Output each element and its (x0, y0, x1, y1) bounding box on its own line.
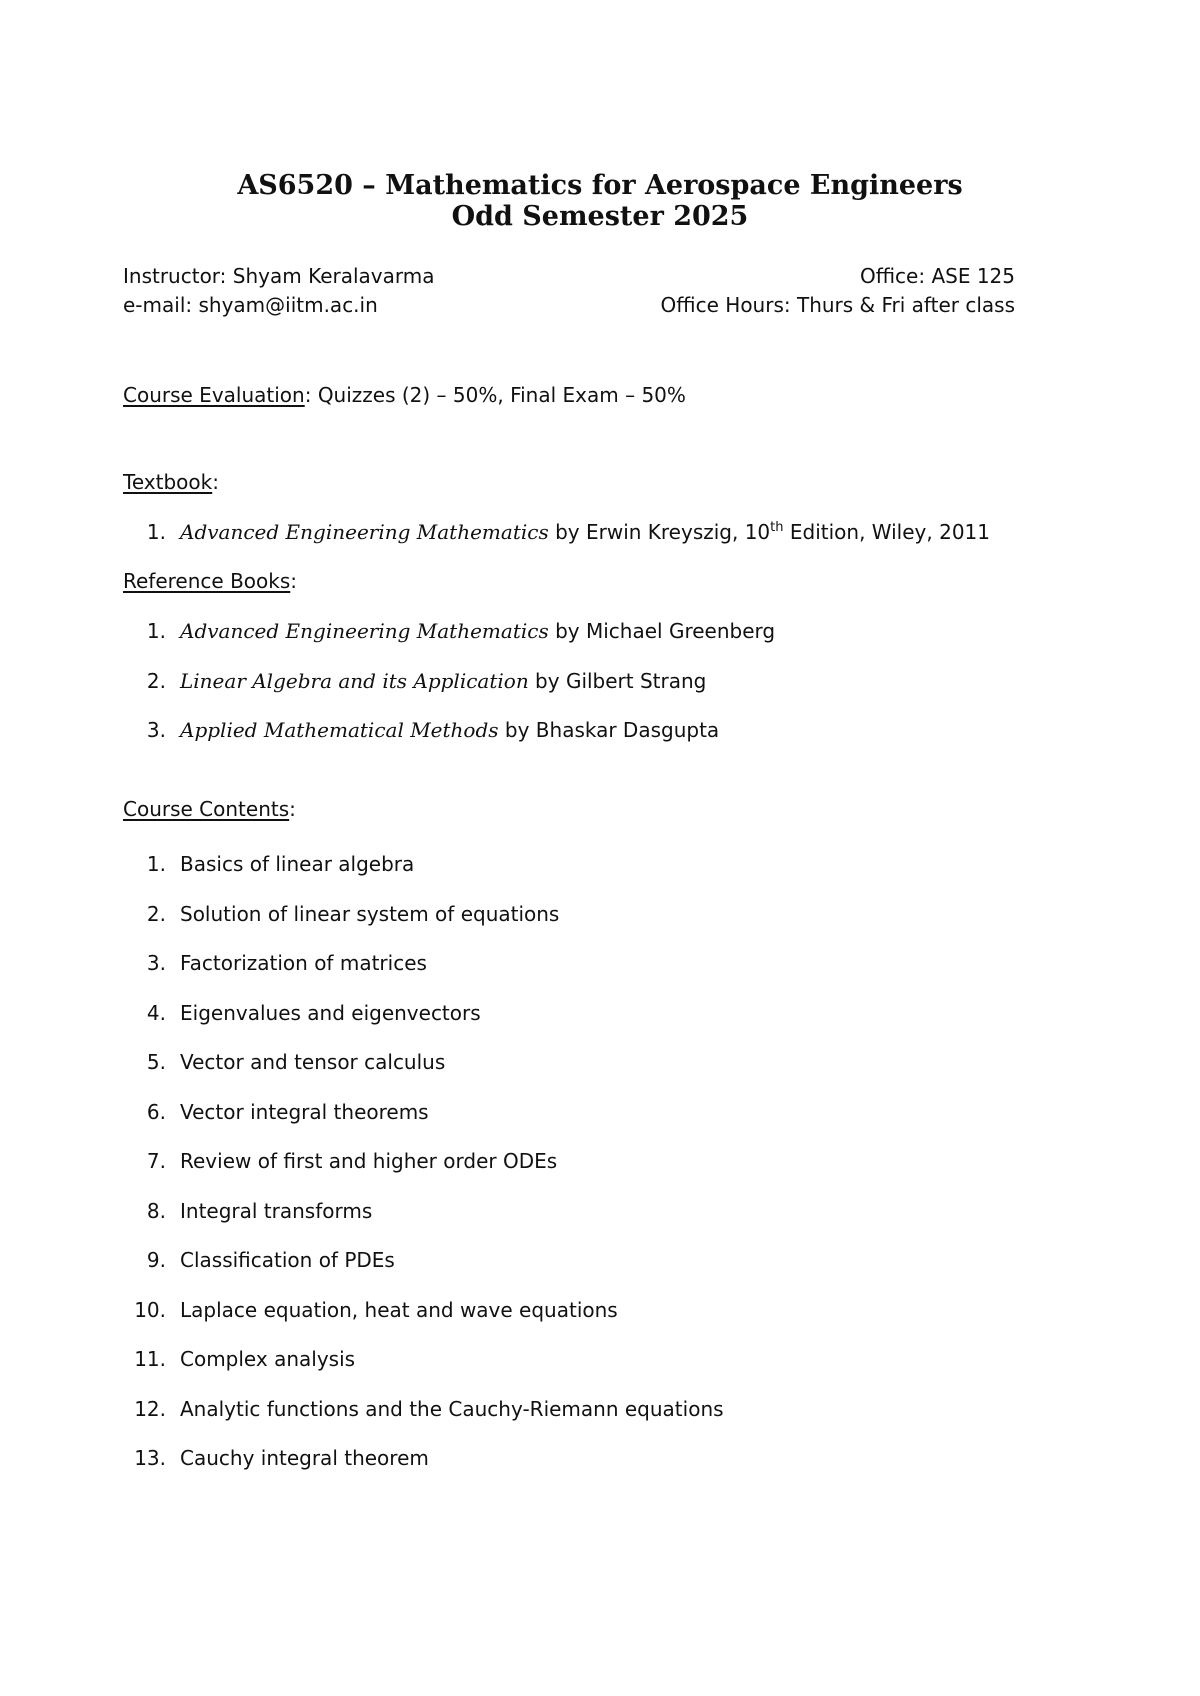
list-text: Analytic functions and the Cauchy-Riemann equations (180, 1396, 724, 1421)
info-row-1 (123, 264, 1015, 288)
list-text: Vector integral theorems (180, 1099, 429, 1124)
list-number: 8. (146, 1198, 166, 1223)
list-number: 11. (134, 1347, 166, 1371)
info-row-2 (123, 293, 1015, 317)
list-text: Cauchy integral theorem (180, 1446, 429, 1470)
list-text: Eigenvalues and eigenvectors (180, 1000, 481, 1025)
list-text (180, 669, 706, 693)
list-text: Laplace equation, heat and wave equations (180, 1297, 618, 1322)
list-number: 6. (146, 1099, 166, 1124)
list-text: Classification of PDEs (180, 1248, 395, 1272)
instructor-text: Instructor: Shyam Keralavarma (123, 264, 435, 288)
list-text (180, 619, 775, 643)
edition-superscript: th (770, 520, 784, 535)
book-title: Linear Algebra and its Application (180, 668, 529, 693)
list-number: 1. (146, 520, 166, 544)
book-author-2: Edition, Wiley, 2011 (783, 520, 990, 544)
book-title: Advanced Engineering Mathematics (180, 520, 549, 544)
book-title: Advanced Engineering Mathematics (180, 619, 549, 643)
list-number: 1. (146, 852, 166, 876)
evaluation-text: : Quizzes (2) – 50%, Final Exam – 50% (304, 383, 686, 407)
book-author: by Michael Greenberg (548, 619, 776, 643)
list-text: Vector and tensor calculus (180, 1050, 446, 1074)
book-author: by Gilbert Strang (528, 668, 707, 693)
list-number: 10. (134, 1297, 166, 1322)
evaluation-line (123, 383, 686, 407)
contents-section (123, 797, 296, 821)
list-text: Factorization of matrices (180, 951, 427, 975)
semester-title: Odd Semester 2025 (451, 201, 749, 232)
book-title: Applied Mathematical Methods (180, 718, 499, 742)
office-hours-text: Office Hours: Thurs & Fri after class (660, 293, 1015, 317)
list-text (180, 520, 990, 544)
list-text: Complex analysis (180, 1347, 356, 1371)
evaluation-heading: Course Evaluation (123, 383, 305, 407)
references-heading: Reference Books (123, 569, 291, 593)
textbook-colon: : (212, 470, 219, 494)
list-number: 5. (146, 1050, 166, 1074)
list-number: 13. (134, 1446, 166, 1470)
list-text: Integral transforms (180, 1198, 373, 1223)
list-number: 3. (146, 718, 166, 742)
references-section (123, 569, 297, 593)
book-author: by Bhaskar Dasgupta (498, 718, 720, 742)
contents-heading: Course Contents (123, 797, 290, 821)
list-text: Review of first and higher order ODEs (180, 1149, 558, 1173)
office-text: Office: ASE 125 (859, 264, 1015, 288)
textbook-heading: Textbook (123, 470, 213, 494)
list-text (180, 718, 719, 742)
list-number: 12. (134, 1396, 166, 1421)
list-number: 2. (146, 668, 166, 693)
list-number: 9. (146, 1248, 166, 1272)
list-number: 4. (146, 1000, 166, 1025)
contents-colon: : (289, 797, 296, 821)
list-number: 7. (146, 1149, 166, 1173)
title-block (0, 170, 1200, 232)
email-text: e-mail: shyam@iitm.ac.in (123, 293, 378, 317)
list-text: Solution of linear system of equations (180, 901, 560, 926)
textbook-section (123, 470, 219, 494)
list-text: Basics of linear algebra (180, 852, 415, 876)
list-number: 3. (146, 951, 166, 975)
book-author-1: by Erwin Kreyszig, 10 (548, 520, 771, 544)
references-colon: : (290, 569, 298, 593)
list-number: 2. (146, 901, 166, 926)
list-number: 1. (146, 619, 166, 643)
course-title: AS6520 – Mathematics for Aerospace Engineers (237, 170, 963, 201)
